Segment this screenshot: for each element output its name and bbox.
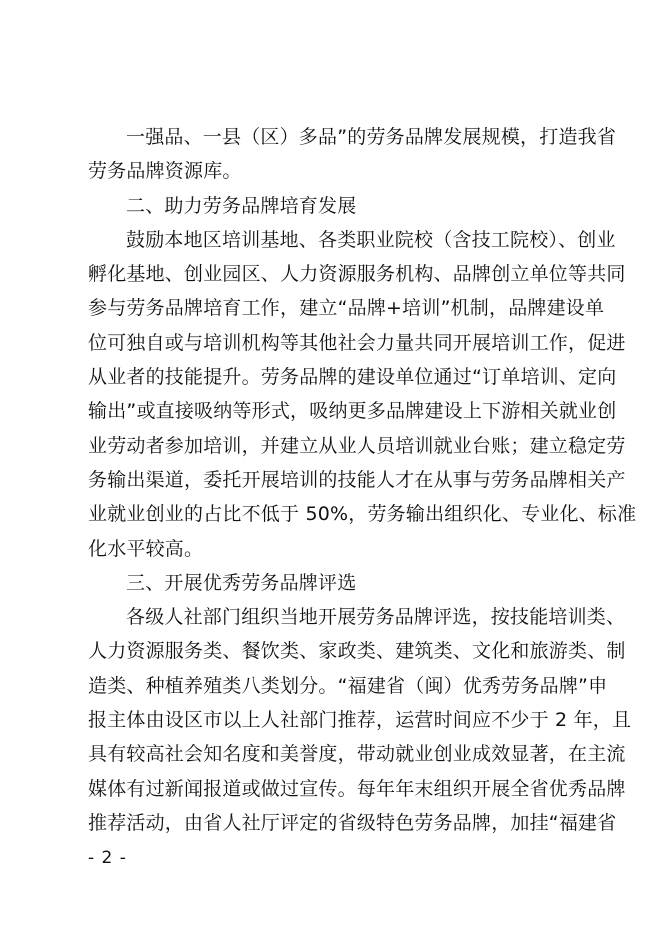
- section-heading: 三、开展优秀劳务品牌评选: [126, 571, 357, 594]
- text-line: 输出”或直接吸纳等形式，吸纳更多品牌建设上下游相关就业创: [88, 400, 617, 423]
- text-line: 媒体有过新闻报道或做过宣传。每年年末组织开展全省优秀品牌: [88, 777, 626, 800]
- text-line: 业劳动者参加培训，并建立从业人员培训就业台账；建立稳定劳: [88, 434, 626, 457]
- text-line: 鼓励本地区培训基地、各类职业院校（含技工院校）、创业: [126, 228, 616, 251]
- page-number: - 2 -: [88, 848, 127, 868]
- text-line: 造类、种植养殖类八类划分。“福建省（闽）优秀劳务品牌”申: [88, 674, 608, 697]
- text-line: 具有较高社会知名度和美誉度，带动就业创业成效显著，在主流: [88, 743, 626, 766]
- text-line: 务输出渠道，委托开展培训的技能人才在从事与劳务品牌相关产: [88, 468, 626, 491]
- text-line: 推荐活动，由省人社厅评定的省级特色劳务品牌，加挂“福建省: [88, 811, 617, 834]
- text-line: 孵化基地、创业园区、人力资源服务机构、品牌创立单位等共同: [88, 263, 626, 286]
- text-line: 人力资源服务类、餐饮类、家政类、建筑类、文化和旅游类、制: [88, 640, 626, 663]
- text-line: 一强品、一县（区）多品”的劳务品牌发展规模，打造我省: [126, 126, 617, 148]
- text-line: 各级人社部门组织当地开展劳务品牌评选，按技能培训类、: [126, 606, 626, 629]
- text-line: 报主体由设区市以上人社部门推荐，运营时间应不少于 2 年，且: [88, 709, 632, 732]
- section-heading: 二、助力劳务品牌培育发展: [126, 194, 357, 217]
- text-line: 从业者的技能提升。劳务品牌的建设单位通过“订单培训、定向: [88, 366, 617, 389]
- document-body: [88, 120, 637, 840]
- text-line: 化水平较高。: [88, 537, 204, 560]
- text-line: 业就业创业的占比不低于 50%，劳务输出组织化、专业化、标准: [88, 503, 637, 526]
- text-line: 位可独自或与培训机构等其他社会力量共同开展培训工作，促进: [88, 331, 626, 354]
- text-line: 参与劳务品牌培育工作，建立“品牌+培训”机制，品牌建设单: [88, 297, 605, 320]
- text-line: 劳务品牌资源库。: [88, 160, 242, 183]
